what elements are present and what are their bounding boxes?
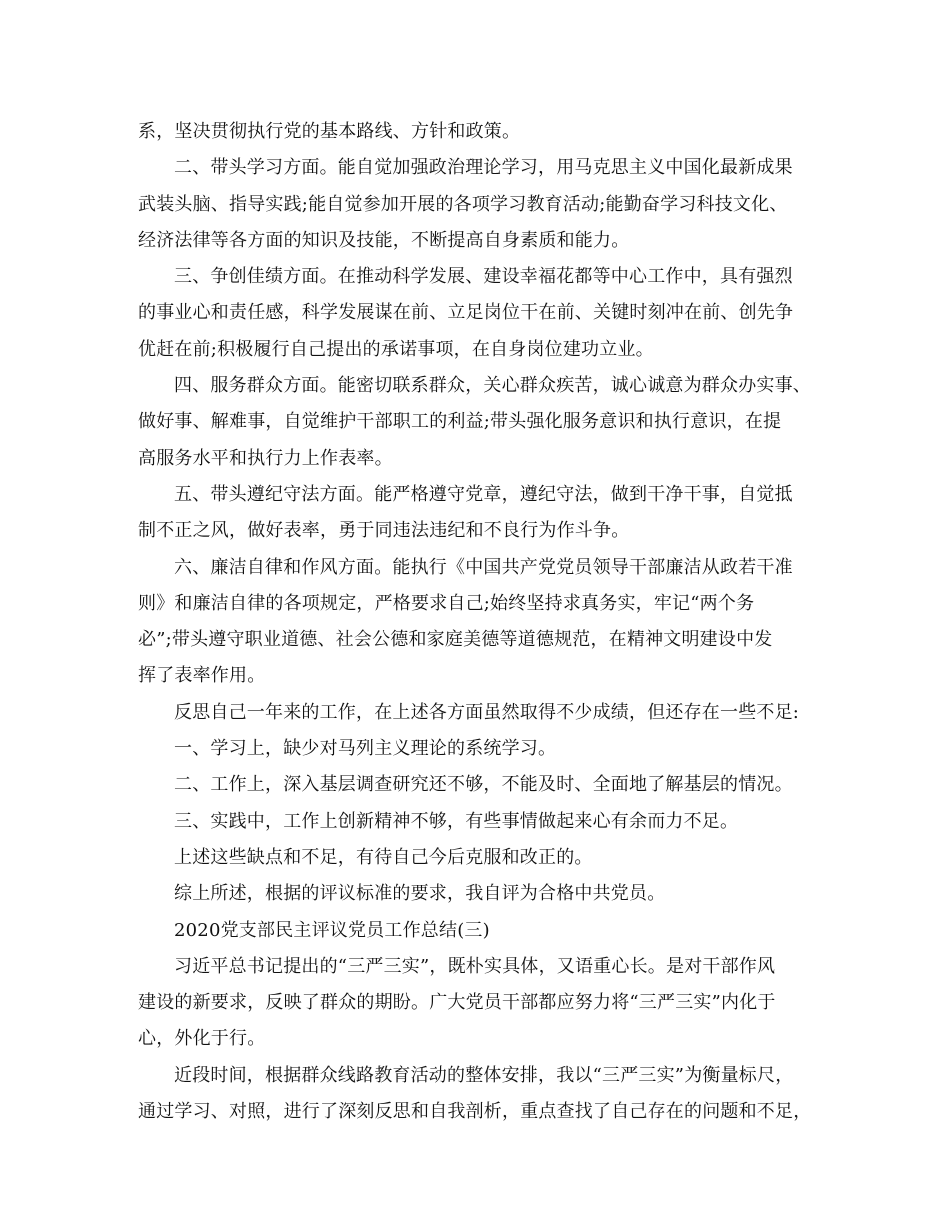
- text-line: 系，坚决贯彻执行党的基本路线、方针和政策。: [138, 121, 521, 142]
- text-line: 近段时间，根据群众线路教育活动的整体安排，我以“三严三实”为衡量标尺，: [174, 1064, 794, 1086]
- text-line: 三、争创佳绩方面。在推动科学发展、建设幸福花都等中心工作中，具有强烈: [174, 266, 793, 288]
- text-line: 综上所述，根据的评议标准的要求，我自评为合格中共党员。: [174, 883, 666, 905]
- text-line: 三、实践中，工作上创新精神不够，有些事情做起来心有余而力不足。: [174, 810, 739, 832]
- text-line: 六、廉洁自律和作风方面。能执行《中国共产党党员领导干部廉洁从政若干准: [174, 556, 793, 578]
- text-line: 优赶在前;积极履行自己提出的承诺事项，在自身岗位建功立业。: [138, 338, 654, 360]
- document-body: [138, 114, 828, 1130]
- text-line: 二、工作上，深入基层调查研究还不够，不能及时、全面地了解基层的情况。: [174, 774, 793, 796]
- text-line: 必”;带头遵守职业道德、社会公德和家庭美德等道德规范，在精神文明建设中发: [138, 629, 773, 651]
- text-line: 习近平总书记提出的“三严三实”，既朴实具体，又语重心长。是对干部作风: [174, 955, 776, 977]
- text-line: 挥了表率作用。: [138, 665, 266, 687]
- text-line: 武装头脑、指导实践;能自觉参加开展的各项学习教育活动;能勤奋学习科技文化、: [138, 193, 788, 215]
- text-line: 制不正之风，做好表率，勇于同违法违纪和不良行为作斗争。: [138, 520, 630, 542]
- text-line: 的事业心和责任感，科学发展谋在前、立足岗位干在前、关键时刻冲在前、创先争: [138, 302, 794, 324]
- text-line: 通过学习、对照，进行了深刻反思和自我剖析，重点查找了自己存在的问题和不足，: [138, 1101, 812, 1123]
- text-line: 四、服务群众方面。能密切联系群众，关心群众疾苦，诚心诚意为群众办实事、: [174, 375, 811, 397]
- text-line: 一、学习上，缺少对马列主义理论的系统学习。: [174, 738, 557, 760]
- text-line: 心，外化于行。: [138, 1028, 266, 1050]
- text-line: 则》和廉洁自律的各项规定，严格要求自己;始终坚持求真务实，牢记“两个务: [138, 592, 755, 614]
- text-line: 高服务水平和执行力上作表率。: [138, 447, 393, 469]
- text-line: 反思自己一年来的工作，在上述各方面虽然取得不少成绩，但还存在一些不足:: [174, 701, 800, 723]
- text-line: 做好事、解难事，自觉维护干部职工的利益;带头强化服务意识和执行意识，在提: [138, 411, 782, 433]
- text-line: 建设的新要求，反映了群众的期盼。广大党员干部都应努力将“三严三实”内化于: [138, 992, 776, 1014]
- text-line: 上述这些缺点和不足，有待自己今后克服和改正的。: [174, 846, 593, 868]
- text-line: 五、带头遵纪守法方面。能严格遵守党章，遵纪守法，做到干净干事，自觉抵: [174, 483, 793, 505]
- text-line: 二、带头学习方面。能自觉加强政治理论学习，用马克思主义中国化最新成果: [174, 157, 793, 179]
- text-line: 2020党支部民主评议党员工作总结(三): [174, 919, 490, 941]
- text-line: 经济法律等各方面的知识及技能，不断提高自身素质和能力。: [138, 229, 630, 251]
